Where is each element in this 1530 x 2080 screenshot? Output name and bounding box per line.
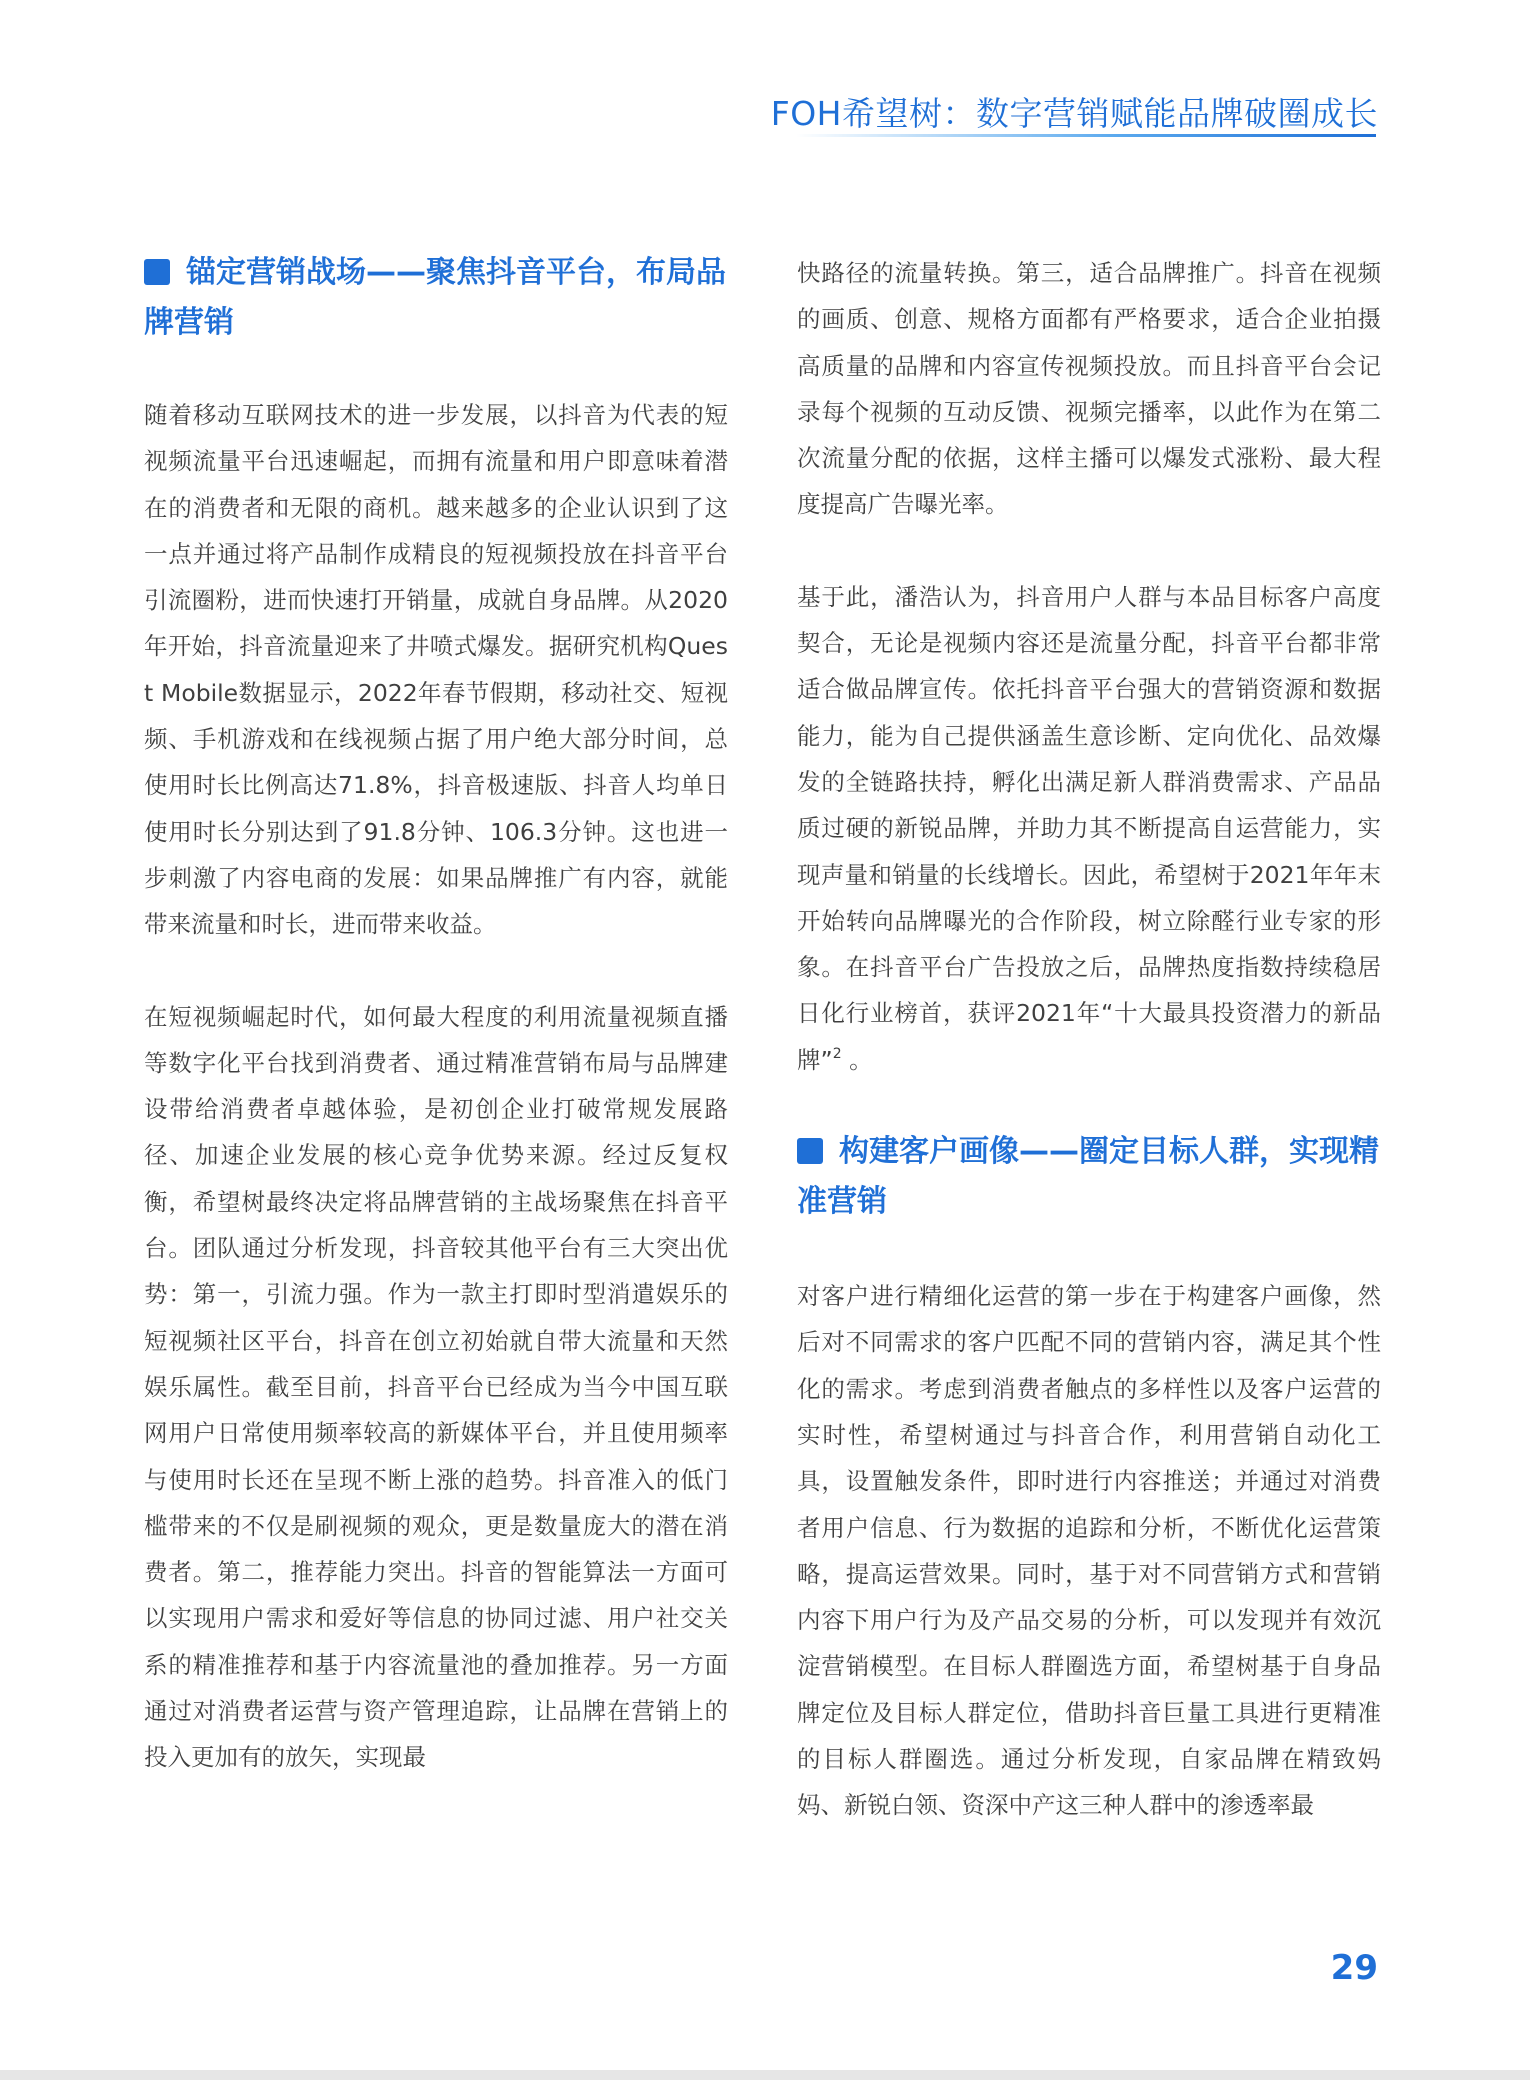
- section-heading-marketing-battlefield: 锚定营销战场——聚焦抖音平台，布局品牌营销: [144, 255, 726, 340]
- header-divider: [796, 134, 1376, 137]
- square-bullet-icon: [797, 1138, 823, 1164]
- body-paragraph: 基于此，潘浩认为，抖音用户人群与本品目标客户高度契合，无论是视频内容还是流量分配，抖音平台都非常适合做品牌宣传。依托抖音平台强大的营销资源和数据能力，能为自己提供涵盖生意诊断、定向优化、品效爆发的全链路扶持，孵化出满足新人群消费需求、产品品质过硬的新锐品牌，并助力其不断提高自运营能力，实现声量和销量的长线增长。因此，希望树于2021年年末开始转向品牌曝光的合作阶段，树立除醛行业专家的形象。在抖音平台广告投放之后，品牌热度指数持续稳居日化行业榜首，获评2021年“十大最具投资潜力的新品牌”$^2$ 。: [797, 582, 1381, 1074]
- bottom-edge-strip: [0, 2070, 1530, 2080]
- section-heading-customer-profile: 构建客户画像——圈定目标人群，实现精准营销: [797, 1134, 1379, 1220]
- running-header-title: FOH希望树：数字营销赋能品牌破圈成长: [770, 94, 1378, 133]
- left-column: [144, 248, 728, 1781]
- body-paragraph: 快路径的流量转换。第三，适合品牌推广。抖音在视频的画质、创意、规格方面都有严格要求，适合企业拍摄高质量的品牌和内容宣传视频投放。而且抖音平台会记录每个视频的互动反馈、视频完播率，以此作为在第二次流量分配的依据，这样主播可以爆发式涨粉、最大程度提高广告曝光率。: [797, 259, 1381, 519]
- body-paragraph: 随着移动互联网技术的进一步发展，以抖音为代表的短视频流量平台迅速崛起，而拥有流量和用户即意味着潜在的消费者和无限的商机。越来越多的企业认识到了这一点并通过将产品制作成精良的短视频投放在抖音平台引流圈粉，进而快速打开销量，成就自身品牌。从2020年开始，抖音流量迎来了井喷式爆发。据研究机构Quest Mobile数据显示，2022年春节假期，移动社交、短视频、手机游戏和在线视频占据了用户绝大部分时间，总使用时长比例高达71.8%，抖音极速版、抖音人均单日使用时长分别达到了91.8分钟、106.3分钟。这也进一步刺激了内容电商的发展：如果品牌推广有内容，就能带来流量和时长，进而带来收益。: [144, 401, 728, 939]
- page-number: 29: [1330, 1948, 1378, 1988]
- body-paragraph: 对客户进行精细化运营的第一步在于构建客户画像，然后对不同需求的客户匹配不同的营销内容，满足其个性化的需求。考虑到消费者触点的多样性以及客户运营的实时性，希望树通过与抖音合作，利用营销自动化工具，设置触发条件，即时进行内容推送；并通过对消费者用户信息、行为数据的追踪和分析，不断优化运营策略，提高运营效果。同时，基于对不同营销方式和营销内容下用户行为及产品交易的分析，可以发现并有效沉淀营销模型。在目标人群圈选方面，希望树基于自身品牌定位及目标人群定位，借助抖音巨量工具进行更精准的目标人群圈选。通过分析发现，自家品牌在精致妈妈、新锐白领、资深中产这三种人群中的渗透率最: [797, 1282, 1381, 1820]
- body-paragraph: 在短视频崛起时代，如何最大程度的利用流量视频直播等数字化平台找到消费者、通过精准营销布局与品牌建设带给消费者卓越体验，是初创企业打破常规发展路径、加速企业发展的核心竞争优势来源。经过反复权衡，希望树最终决定将品牌营销的主战场聚焦在抖音平台。团队通过分析发现，抖音较其他平台有三大突出优势：第一，引流力强。作为一款主打即时型消遣娱乐的短视频社区平台，抖音在创立初始就自带大流量和天然娱乐属性。截至目前，抖音平台已经成为当今中国互联网用户日常使用频率较高的新媒体平台，并且使用频率与使用时长还在呈现不断上涨的趋势。抖音准入的低门槛带来的不仅是刷视频的观众，更是数量庞大的潜在消费者。第二，推荐能力突出。抖音的智能算法一方面可以实现用户需求和爱好等信息的协同过滤、用户社交关系的精准推荐和基于内容流量池的叠加推荐。另一方面通过对消费者运营与资产管理追踪，让品牌在营销上的投入更加有的放矢，实现最: [144, 1002, 728, 1772]
- square-bullet-icon: [144, 259, 170, 285]
- footnote-reference[interactable]: 2: [832, 1045, 842, 1062]
- right-column: [797, 250, 1381, 1829]
